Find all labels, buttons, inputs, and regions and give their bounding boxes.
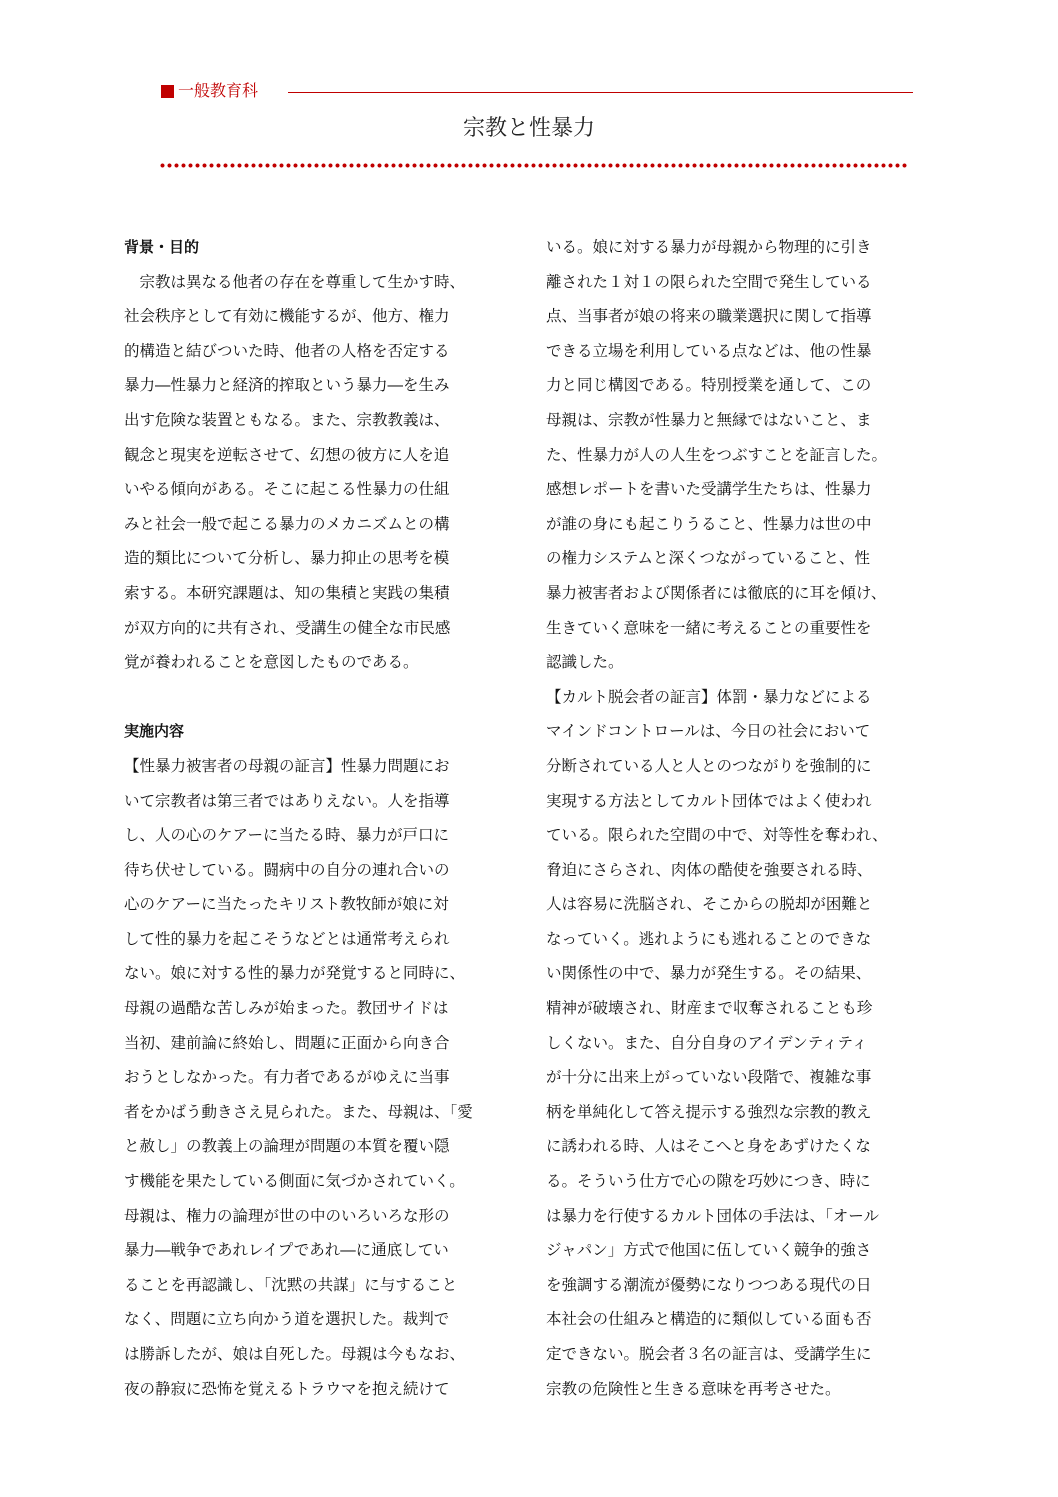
text-line: いやる傾向がある。そこに起こる性暴力の仕組 xyxy=(124,480,450,499)
text-line: 者をかばう動きさえ見られた。また、母親は、「愛 xyxy=(124,1102,473,1121)
text-line: た、性暴力が人の人生をつぶすことを証言した。 xyxy=(546,445,888,464)
text-line: いる。娘に対する暴力が母親から物理的に引き xyxy=(546,238,872,256)
text-line: 柄を単純化して答え提示する強烈な宗教的教え xyxy=(546,1102,872,1121)
text-line: 宗教は異なる他者の存在を尊重して生かす時、 xyxy=(124,272,466,291)
text-line: 離された１対１の限られた空間で発生している xyxy=(546,272,872,291)
text-line: なく、問題に立ち向かう道を選択した。裁判で xyxy=(124,1310,450,1329)
category-label: 一般教育科 xyxy=(178,81,259,100)
text-line: ている。限られた空間の中で、対等性を奪われ、 xyxy=(546,826,888,845)
text-line: 宗教の危険性と生きる意味を再考させた。 xyxy=(546,1379,841,1398)
text-line: 実現する方法としてカルト団体ではよく使われ xyxy=(546,791,872,810)
text-line: 脅迫にさらされ、肉体の酷使を強要される時、 xyxy=(546,860,873,879)
text-line: が双方向的に共有され、受講生の健全な市民感 xyxy=(124,618,451,637)
text-line: いて宗教者は第三者ではありえない。人を指導 xyxy=(124,791,450,810)
text-line: を強調する潮流が優勢になりつつある現代の日 xyxy=(546,1275,872,1294)
text-line: が十分に出来上がっていない段階で、複雑な事 xyxy=(546,1068,872,1087)
text-line: し、人の心のケアーに当たる時、暴力が戸口に xyxy=(124,826,450,845)
text-line: 定できない。脱会者３名の証言は、受講学生に xyxy=(546,1345,872,1363)
text-line: に誘われる時、人はそこへと身をあずけたくな xyxy=(546,1137,871,1156)
text-line: 本社会の仕組みと構造的に類似している面も否 xyxy=(546,1310,872,1329)
text-line: 造的類比について分析し、暴力抑止の思考を模 xyxy=(124,549,450,568)
title-dotted-divider xyxy=(159,163,909,168)
text-line: 認識した。 xyxy=(546,653,624,672)
text-line: 精神が破壊され、財産まで収奪されることも珍 xyxy=(546,999,873,1018)
text-line: と赦し」の教義上の論理が問題の本質を覆い隠 xyxy=(124,1137,450,1156)
text-line: 的構造と結びついた時、他者の人格を否定する xyxy=(124,341,450,360)
text-line: 分断されている人と人とのつながりを強制的に xyxy=(546,756,872,775)
left-column xyxy=(124,230,524,1406)
section-heading-background: 背景・目的 xyxy=(124,238,200,256)
text-line: おうとしなかった。有力者であるがゆえに当事 xyxy=(124,1068,450,1087)
text-line: 心のケアーに当たったキリスト教牧師が娘に対 xyxy=(124,895,449,914)
text-line: 【性暴力被害者の母親の証言】性暴力問題にお xyxy=(124,756,450,775)
text-line: 社会秩序として有効に機能するが、他方、権力 xyxy=(124,307,450,326)
text-line: は勝訴したが、娘は自死した。母親は今もなお、 xyxy=(124,1345,466,1363)
text-line: 母親は、権力の論理が世の中のいろいろな形の xyxy=(124,1206,450,1225)
text-line: しくない。また、自分自身のアイデンティティ xyxy=(546,1033,868,1052)
text-line: みと社会一般で起こる暴力のメカニズムとの構 xyxy=(124,514,450,533)
section-heading-implementation: 実施内容 xyxy=(124,722,185,741)
text-line: の権力システムと深くつながっていること、性 xyxy=(546,549,870,568)
text-line: 点、当事者が娘の将来の職業選択に関して指導 xyxy=(546,307,872,326)
text-line: 待ち伏せしている。闘病中の自分の連れ合いの xyxy=(124,860,450,879)
text-line: 力と同じ構図である。特別授業を通して、この xyxy=(546,376,872,395)
text-line: る。そういう仕方で心の隙を巧妙につき、時に xyxy=(546,1172,871,1191)
text-line: 夜の静寂に恐怖を覚えるトラウマを抱え続けて xyxy=(124,1379,450,1398)
section-body-background xyxy=(124,265,524,680)
text-line: ない。娘に対する性的暴力が発覚すると同時に、 xyxy=(124,964,466,983)
text-line: 暴力―性暴力と経済的搾取という暴力―を生み xyxy=(124,376,450,395)
text-line: 人は容易に洗脳され、そこからの脱却が困難と xyxy=(546,895,873,914)
text-line: 暴力被害者および関係者には徹底的に耳を傾け、 xyxy=(546,583,887,602)
text-line: 索する。本研究課題は、知の集積と実践の集積 xyxy=(124,583,450,602)
text-line: ることを再認識し、「沈黙の共謀」に与すること xyxy=(124,1275,458,1294)
text-line: 【カルト脱会者の証言】体罰・暴力などによる xyxy=(546,687,872,706)
page-title: 宗教と性暴力 xyxy=(462,116,595,141)
category-square-icon xyxy=(161,85,174,98)
text-line: い関係性の中で、暴力が発生する。その結果、 xyxy=(546,964,872,983)
text-line: す機能を果たしている側面に気づかされていく。 xyxy=(124,1172,465,1191)
text-line: 当初、建前論に終始し、問題に正面から向き合 xyxy=(124,1033,450,1052)
text-line: 暴力―戦争であれレイプであれ―に通底してい xyxy=(124,1241,449,1260)
text-line: マインドコントロールは、今日の社会において xyxy=(546,722,871,741)
text-line: できる立場を利用している点などは、他の性暴 xyxy=(546,341,872,360)
text-line: 母親は、宗教が性暴力と無縁ではないこと、ま xyxy=(546,410,872,429)
text-line: が誰の身にも起こりうること、性暴力は世の中 xyxy=(546,514,872,533)
text-line: 母親の過酷な苦しみが始まった。教団サイドは xyxy=(124,999,449,1018)
text-line: 観念と現実を逆転させて、幻想の彼方に人を追 xyxy=(124,445,450,464)
section-body-implementation xyxy=(124,749,524,1406)
header-rule xyxy=(288,92,913,93)
text-line: ジャパン」方式で他国に伍していく競争的強さ xyxy=(546,1241,872,1260)
text-line: 感想レポートを書いた受講学生たちは、性暴力 xyxy=(546,480,872,499)
text-line: 出す危険な装置ともなる。また、宗教教義は、 xyxy=(124,410,450,429)
section-gap xyxy=(124,680,524,715)
text-line: 生きていく意味を一緒に考えることの重要性を xyxy=(546,618,872,637)
text-line: 覚が養われることを意図したものである。 xyxy=(124,653,419,672)
right-column xyxy=(546,230,946,1406)
page-header xyxy=(160,80,915,106)
text-line: して性的暴力を起こそうなどとは通常考えられ xyxy=(124,929,450,948)
text-line: は暴力を行使するカルト団体の手法は、「オール xyxy=(546,1206,879,1225)
text-line: なっていく。逃れようにも逃れることのできな xyxy=(546,929,872,948)
